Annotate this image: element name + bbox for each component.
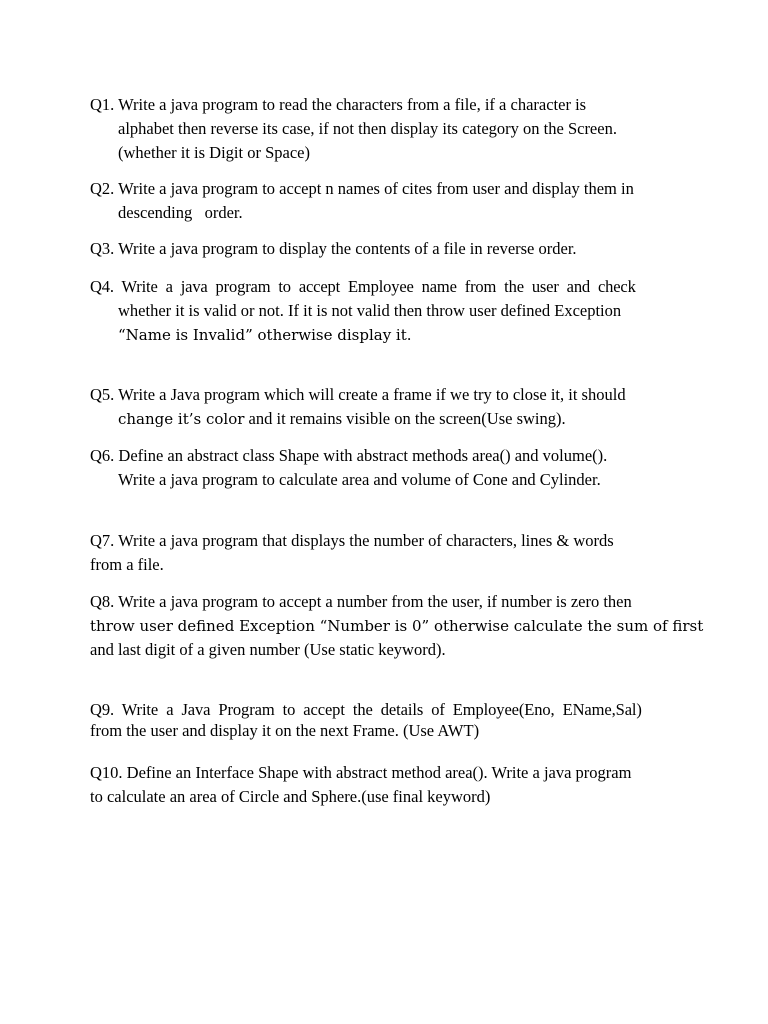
question-5 [90, 383, 678, 431]
question-6 [90, 444, 678, 492]
question-2-line-1: Q2. Write a java program to accept n names of cites from user and display them in [90, 179, 634, 198]
question-8-line-3: and last digit of a given number (Use static keyword). [90, 640, 446, 659]
question-6-line-2: Write a java program to calculate area and volume of Cone and Cylinder. [118, 470, 601, 489]
question-9 [90, 699, 678, 741]
question-3 [90, 237, 678, 261]
question-6-line-1: Q6. Define an abstract class Shape with abstract methods area() and volume(). [90, 446, 608, 465]
question-4-line-1: Q4. Write a java program to accept Employee name from the user and check [90, 277, 636, 296]
question-5-emphasis: change it’s color [118, 410, 245, 428]
question-8-line-2: throw user defined Exception “Number is 0” otherwise calculate the sum of first [90, 617, 704, 635]
question-4-line-3: “Name is Invalid” otherwise display it. [118, 326, 412, 344]
question-2 [90, 177, 678, 225]
question-8 [90, 590, 704, 662]
question-1 [90, 93, 678, 165]
question-5-line-1: Q5. Write a Java program which will create a frame if we try to close it, it should [90, 385, 626, 404]
question-10-line-2: to calculate an area of Circle and Sphere.(use final keyword) [90, 787, 491, 806]
question-10 [90, 761, 678, 809]
question-9-line-2: from the user and display it on the next Frame. (Use AWT) [90, 721, 480, 740]
question-4 [90, 275, 678, 347]
question-5-line-2 [90, 407, 678, 431]
question-5-line-2-rest: and it remains visible on the screen(Use swing). [244, 409, 566, 428]
question-1-line-2: alphabet then reverse its case, if not then display its category on the Screen. [118, 119, 617, 138]
question-4-line-2: whether it is valid or not. If it is not valid then throw user defined Exception [118, 301, 622, 320]
question-1-line-1: Q1. Write a java program to read the characters from a file, if a character is [90, 95, 587, 114]
question-8-line-1: Q8. Write a java program to accept a number from the user, if number is zero then [90, 592, 632, 611]
question-3-line-1: Q3. Write a java program to display the contents of a file in reverse order. [90, 239, 577, 258]
question-2-line-2: descending order. [118, 203, 243, 222]
question-7-line-2: from a file. [90, 555, 164, 574]
question-7-line-1: Q7. Write a java program that displays the number of characters, lines & words [90, 531, 614, 550]
question-7 [90, 529, 678, 577]
question-9-line-1: Q9. Write a Java Program to accept the details of Employee(Eno, EName,Sal) [90, 700, 642, 719]
question-10-line-1: Q10. Define an Interface Shape with abstract method area(). Write a java program [90, 763, 632, 782]
question-1-line-3: (whether it is Digit or Space) [118, 143, 310, 162]
